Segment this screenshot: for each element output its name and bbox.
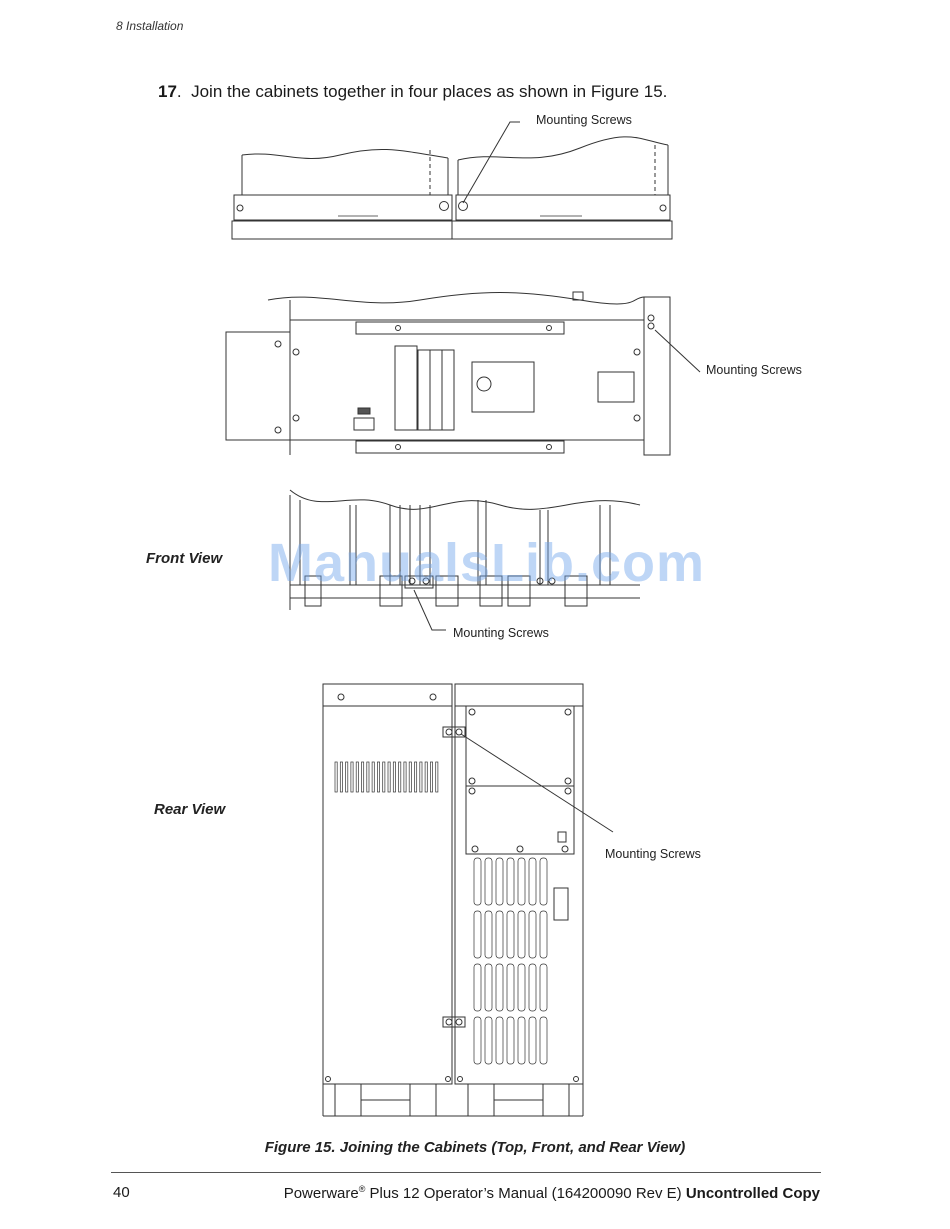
grill-slot	[507, 1017, 514, 1064]
grill-slot	[518, 858, 525, 905]
watermark: ManualsLib.com	[268, 533, 706, 593]
grill-slot	[529, 964, 536, 1011]
vent-slot	[415, 762, 417, 792]
vent-slot	[436, 762, 438, 792]
grill-slot	[518, 964, 525, 1011]
grill-slot	[507, 911, 514, 958]
grill-slot	[540, 1017, 547, 1064]
footer-rule	[111, 1172, 821, 1173]
vent-slot	[393, 762, 395, 792]
callout-side-mounting-screws: Mounting Screws	[706, 363, 802, 377]
step-instruction: 17. Join the cabinets together in four places as shown in Figure 15.	[158, 82, 668, 101]
footer-product: Powerware	[283, 1185, 359, 1202]
vent-slot	[335, 762, 337, 792]
grill-slot	[485, 911, 492, 958]
grill-slot	[529, 911, 536, 958]
grill-slot	[496, 858, 503, 905]
vent-slot	[377, 762, 379, 792]
vent-slot	[351, 762, 353, 792]
section-header: 8 Installation	[116, 19, 184, 33]
grill-slot	[485, 858, 492, 905]
grill-slot	[485, 964, 492, 1011]
grill-slot	[540, 964, 547, 1011]
grill-slot	[540, 858, 547, 905]
grill-slot	[496, 1017, 503, 1064]
vent-slot	[404, 762, 406, 792]
grill-slot	[496, 964, 503, 1011]
grill-slot	[529, 858, 536, 905]
footer-manual: Plus 12 Operator’s Manual (164200090 Rev E)	[365, 1185, 686, 1202]
grill-slot	[474, 1017, 481, 1064]
top-view-drawing	[232, 122, 672, 239]
grill-slot	[507, 964, 514, 1011]
registered-mark: ®	[358, 1184, 366, 1194]
vent-slot	[399, 762, 401, 792]
vent-slot	[383, 762, 385, 792]
vent-slot	[356, 762, 358, 792]
grill-slot	[474, 911, 481, 958]
grill-slot	[529, 1017, 536, 1064]
rear-grill	[474, 858, 547, 1064]
grill-slot	[474, 858, 481, 905]
vent-slot	[420, 762, 422, 792]
side-view-drawing	[226, 292, 700, 455]
grill-slot	[507, 858, 514, 905]
step-number: 17	[158, 82, 177, 101]
grill-slot	[540, 911, 547, 958]
rear-view-label: Rear View	[154, 801, 226, 818]
vent-slot	[362, 762, 364, 792]
vent-slot	[425, 762, 427, 792]
page-number: 40	[113, 1184, 130, 1201]
grill-slot	[518, 1017, 525, 1064]
vent-slot	[340, 762, 342, 792]
step-text: Join the cabinets together in four places as shown in Figure 15.	[191, 82, 668, 101]
footer-title	[284, 1184, 820, 1202]
grill-slot	[518, 911, 525, 958]
grill-slot	[496, 911, 503, 958]
grill-slot	[485, 1017, 492, 1064]
vent-slot	[367, 762, 369, 792]
figure-caption: Figure 15. Joining the Cabinets (Top, Front, and Rear View)	[264, 1139, 686, 1156]
callout-front-mounting-screws: Mounting Screws	[453, 626, 549, 640]
vent-slot	[409, 762, 411, 792]
callout-rear-mounting-screws: Mounting Screws	[605, 847, 701, 861]
callout-top-mounting-screws: Mounting Screws	[536, 113, 632, 127]
rear-view-drawing	[323, 684, 613, 1116]
vent-slot	[372, 762, 374, 792]
front-view-label: Front View	[146, 550, 223, 567]
vent-slot	[346, 762, 348, 792]
vent-slot	[388, 762, 390, 792]
vent-slots	[335, 762, 438, 792]
vent-slot	[430, 762, 432, 792]
grill-slot	[474, 964, 481, 1011]
footer-status: Uncontrolled Copy	[685, 1185, 820, 1202]
